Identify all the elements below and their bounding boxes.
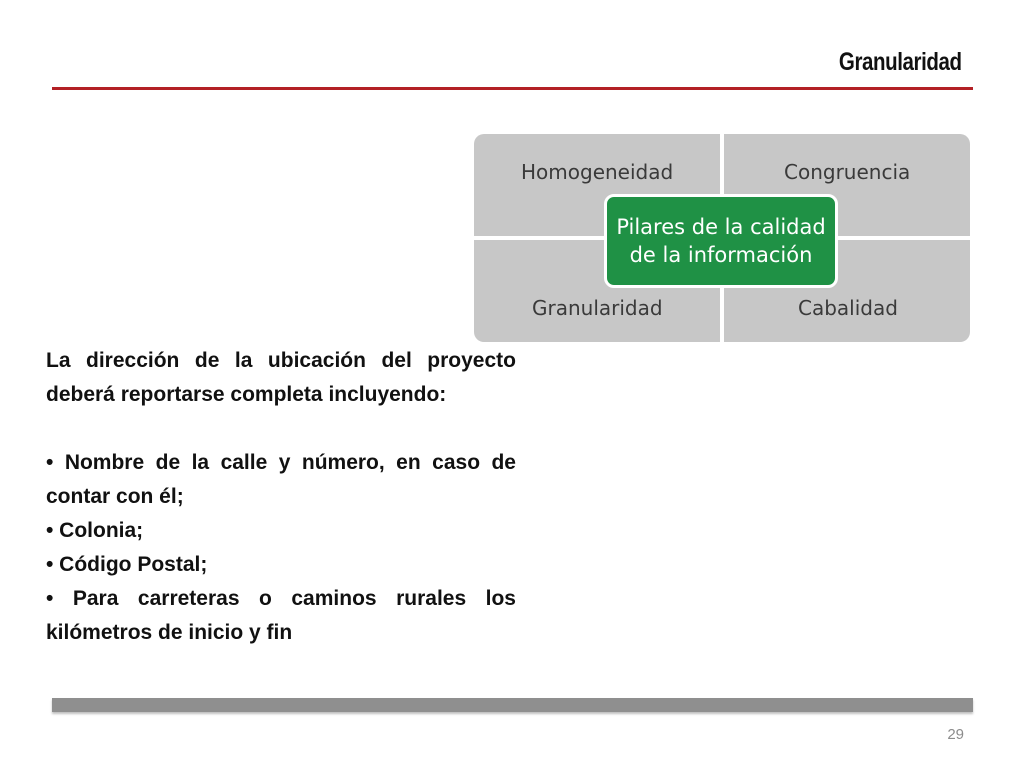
intro-text-1: La [46, 349, 87, 372]
center-label-line-2: de la información [629, 243, 813, 267]
intro-paragraph [46, 344, 516, 412]
quadrant-label-granularidad: Granularidad [532, 296, 663, 320]
intro-text-2: de la ubicación del proyecto [179, 349, 516, 372]
page-number: 29 [947, 726, 964, 743]
title-divider [52, 87, 973, 90]
center-box-pilares [604, 194, 838, 288]
bullet-item: • Colonia; [46, 519, 144, 542]
body-text [46, 344, 516, 650]
intro-emphasis-direccion: dirección [86, 349, 180, 372]
slide-title: Granularidad [839, 48, 962, 76]
intro-emphasis-completa: deberá reportarse completa [46, 383, 323, 406]
footer-bar [52, 698, 973, 712]
bullet-item: • Nombre de la calle y número, en caso de contar con él; [46, 451, 516, 508]
bullet-item: • Código Postal; [46, 553, 208, 576]
intro-text-3: incluyendo: [322, 383, 447, 406]
quadrant-label-congruencia: Congruencia [784, 160, 911, 184]
quality-pillars-diagram [474, 134, 970, 342]
bullet-item: • Para carreteras o caminos rurales los kilómetros de inicio y fin [46, 587, 516, 644]
quadrant-label-homogeneidad: Homogeneidad [521, 160, 674, 184]
center-label-line-1: Pilares de la calidad [616, 215, 826, 239]
quadrant-label-cabalidad: Cabalidad [798, 296, 898, 320]
paragraph-spacer [46, 412, 516, 446]
